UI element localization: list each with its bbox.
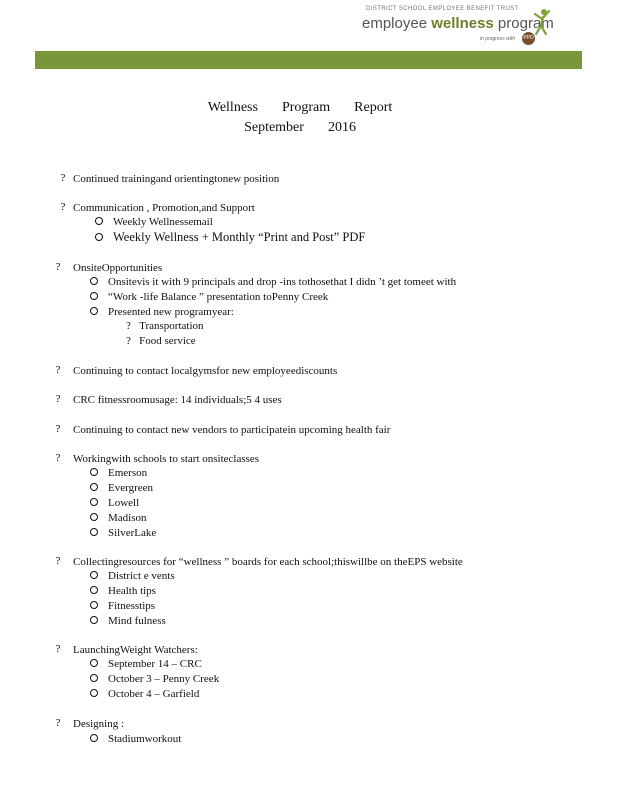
report-title: Wellness Program Report [207, 100, 393, 115]
bullet-icon: ? [55, 423, 61, 435]
sub-item: Mind fulness [90, 614, 166, 628]
circle-bullet-icon [90, 689, 98, 697]
bullet-icon: ? [55, 393, 61, 405]
bullet-icon: ? [60, 201, 66, 213]
sub-sub-item: ? Transportation [126, 320, 204, 332]
sub-item: Weekly Wellness + Monthly “Print and Post” PDF [95, 230, 365, 244]
item-gyms: Continuing to contact localgymsfor new employeediscounts [73, 365, 338, 377]
person-figure-icon [532, 8, 552, 36]
circle-bullet-icon [90, 277, 98, 285]
sub-item: September 14 – CRC [90, 657, 202, 671]
sub-item: Onsitevis it with 9 principals and drop -ins tothosethat I didn ’t get tomeet with [90, 275, 456, 289]
circle-bullet-icon [90, 468, 98, 476]
bullet-icon: ? [55, 643, 61, 655]
sub-item: October 3 – Penny Creek [90, 672, 219, 686]
bullet-icon: ? [55, 261, 61, 273]
sub-item: Lowell [90, 496, 139, 510]
sub-item: Emerson [90, 466, 147, 480]
logo-badge: PPD [522, 32, 535, 45]
circle-bullet-icon [90, 659, 98, 667]
item-vendors: Continuing to contact new vendors to participatein upcoming health fair [73, 424, 391, 436]
sub-item: Fitnesstips [90, 599, 155, 613]
circle-bullet-icon [95, 217, 103, 225]
header-bar [35, 51, 582, 69]
circle-bullet-icon [90, 586, 98, 594]
bullet-icon: ? [55, 555, 61, 567]
circle-bullet-icon [90, 483, 98, 491]
logo-brand-text: employee wellness program [362, 15, 554, 32]
circle-bullet-icon [90, 616, 98, 624]
logo-tagline: in progress with [480, 36, 516, 42]
item-training: Continued trainingand orientingtonew position [73, 173, 280, 185]
sub-item: Presented new programyear: [90, 305, 234, 319]
program-logo [362, 6, 552, 48]
report-date: September 2016 [244, 120, 356, 135]
circle-bullet-icon [90, 528, 98, 536]
sub-item: Stadiumworkout [90, 732, 181, 746]
item-onsite: OnsiteOpportunities [73, 262, 163, 274]
sub-item: October 4 – Garfield [90, 687, 199, 701]
item-weight-watchers: LaunchingWeight Watchers: [73, 644, 198, 656]
sub-item: Madison [90, 511, 147, 525]
item-designing: Designing : [73, 718, 125, 730]
circle-bullet-icon [90, 734, 98, 742]
item-communication: Communication , Promotion,and Support [73, 202, 255, 214]
item-schools: Workingwith schools to start onsiteclasses [73, 453, 260, 465]
circle-bullet-icon [90, 674, 98, 682]
sub-item: Evergreen [90, 481, 153, 495]
circle-bullet-icon [90, 498, 98, 506]
item-resources: Collectingresources for “wellness ” boards for each school;thiswillbe on theEPS website [73, 556, 463, 568]
item-fitness-room: CRC fitnessroomusage: 14 individuals;5 4 uses [73, 394, 282, 406]
logo-district-text: DISTRICT SCHOOL EMPLOYEE BENEFIT TRUST [366, 6, 519, 12]
sub-sub-item: ? Food service [126, 335, 196, 347]
sub-item: SilverLake [90, 526, 156, 540]
bullet-icon: ? [55, 717, 61, 729]
circle-bullet-icon [90, 571, 98, 579]
sub-item: Weekly Wellnessemail [95, 215, 213, 229]
bullet-icon: ? [55, 452, 61, 464]
bullet-icon: ? [55, 364, 61, 376]
sub-item: Health tips [90, 584, 156, 598]
circle-bullet-icon [90, 292, 98, 300]
circle-bullet-icon [90, 307, 98, 315]
circle-bullet-icon [90, 601, 98, 609]
circle-bullet-icon [90, 513, 98, 521]
sub-item: District e vents [90, 569, 175, 583]
sub-item: “Work -life Balance ” presentation toPenny Creek [90, 290, 328, 304]
circle-bullet-icon [95, 233, 103, 241]
bullet-icon: ? [60, 172, 66, 184]
